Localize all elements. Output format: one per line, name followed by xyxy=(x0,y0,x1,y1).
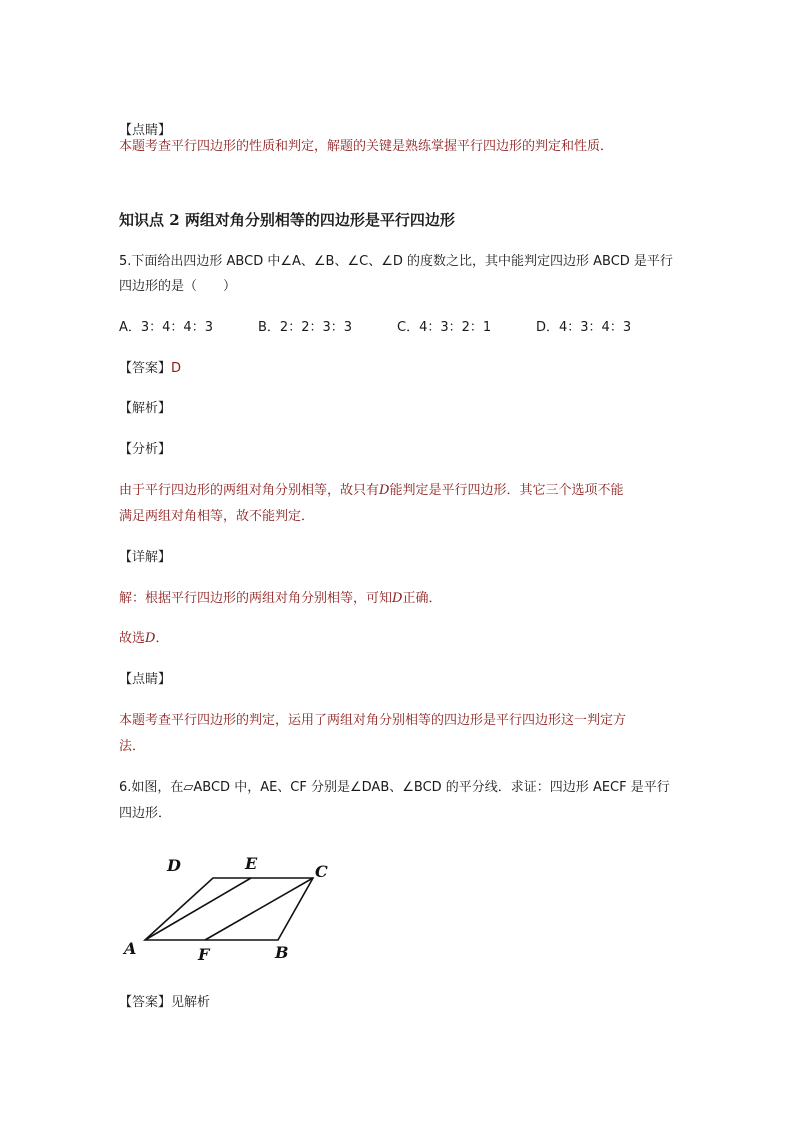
q5-fenxi-text-a: 由于平行四边形的两组对角分别相等，故只有 xyxy=(119,483,380,498)
q5-choose xyxy=(119,629,168,649)
q5-fenxi-line2: 满足两组对角相等，故不能判定． xyxy=(119,509,315,524)
q5-choose-text-a: 故选 xyxy=(119,631,146,646)
q5-xiangjie-var-d: D xyxy=(392,591,403,606)
label-d: D xyxy=(167,856,181,875)
q6-answer-tag: 【答案】 xyxy=(119,995,172,1010)
label-e: E xyxy=(245,854,258,873)
q5-option-a: A．3：4：4：3 xyxy=(119,320,213,335)
label-f: F xyxy=(198,945,210,964)
q5-dianjing-line1: 本题考查平行四边形的判定，运用了两组对角分别相等的四边形是平行四边形这一判定方 xyxy=(119,713,627,728)
prev-dianjing-text: 本题考查平行四边形的性质和判定，解题的关键是熟练掌握平行四边形的判定和性质． xyxy=(119,139,614,154)
q6-answer xyxy=(119,993,210,1013)
segment-ae xyxy=(145,878,251,940)
q5-xiangjie-text-b: 正确． xyxy=(402,591,442,606)
label-a: A xyxy=(124,939,137,958)
label-b: B xyxy=(275,943,289,962)
q5-answer-value: D xyxy=(171,361,182,376)
q6-answer-value: 见解析 xyxy=(171,995,211,1010)
parallelogram-abcd xyxy=(145,878,313,940)
q5-xiangjie-tag: 【详解】 xyxy=(119,550,172,565)
q5-option-b: B．2：2：3：3 xyxy=(258,320,353,335)
q5-option-d: D．4：3：4：3 xyxy=(536,320,632,335)
q5-answer-tag: 【答案】 xyxy=(119,361,172,376)
q5-option-c: C．4：3：2：1 xyxy=(397,320,492,335)
q5-xiangjie-text xyxy=(119,589,441,609)
q6-stem-line1: 6.如图，在▱ABCD 中，AE、CF 分别是∠DAB、∠BCD 的平分线．求证：四边形 AECF 是平行 xyxy=(119,780,670,795)
q5-choose-var-d: D xyxy=(145,631,156,646)
prev-dianjing-tag: 【点睛】 xyxy=(119,123,172,138)
q5-dianjing-tag: 【点睛】 xyxy=(119,672,172,687)
parallelogram-figure xyxy=(118,850,348,970)
label-c: C xyxy=(315,862,328,881)
q5-fenxi-var-d: D xyxy=(379,483,390,498)
q5-fenxi-line1 xyxy=(119,481,623,501)
q5-dianjing-line2: 法． xyxy=(119,739,146,754)
q5-stem-line2: 四边形的是（ ） xyxy=(119,279,237,294)
q5-xiangjie-text-a: 解：根据平行四边形的两组对角分别相等，可知 xyxy=(119,591,393,606)
q5-answer xyxy=(119,359,181,379)
q5-choose-text-b: ． xyxy=(155,631,169,646)
q5-fenxi-text-b: 能判定是平行四边形．其它三个选项不能 xyxy=(389,483,624,498)
q5-stem-line1: 5.下面给出四边形 ABCD 中∠A、∠B、∠C、∠D 的度数之比，其中能判定四边形 ABCD 是平行 xyxy=(119,254,673,269)
q6-stem-line2: 四边形． xyxy=(119,806,172,821)
q5-fenxi-tag: 【分析】 xyxy=(119,442,172,457)
section-heading: 知识点 2 两组对角分别相等的四边形是平行四边形 xyxy=(119,211,455,229)
q5-options xyxy=(119,318,631,338)
segment-cf xyxy=(205,878,313,940)
q5-jiexi-tag: 【解析】 xyxy=(119,401,172,416)
